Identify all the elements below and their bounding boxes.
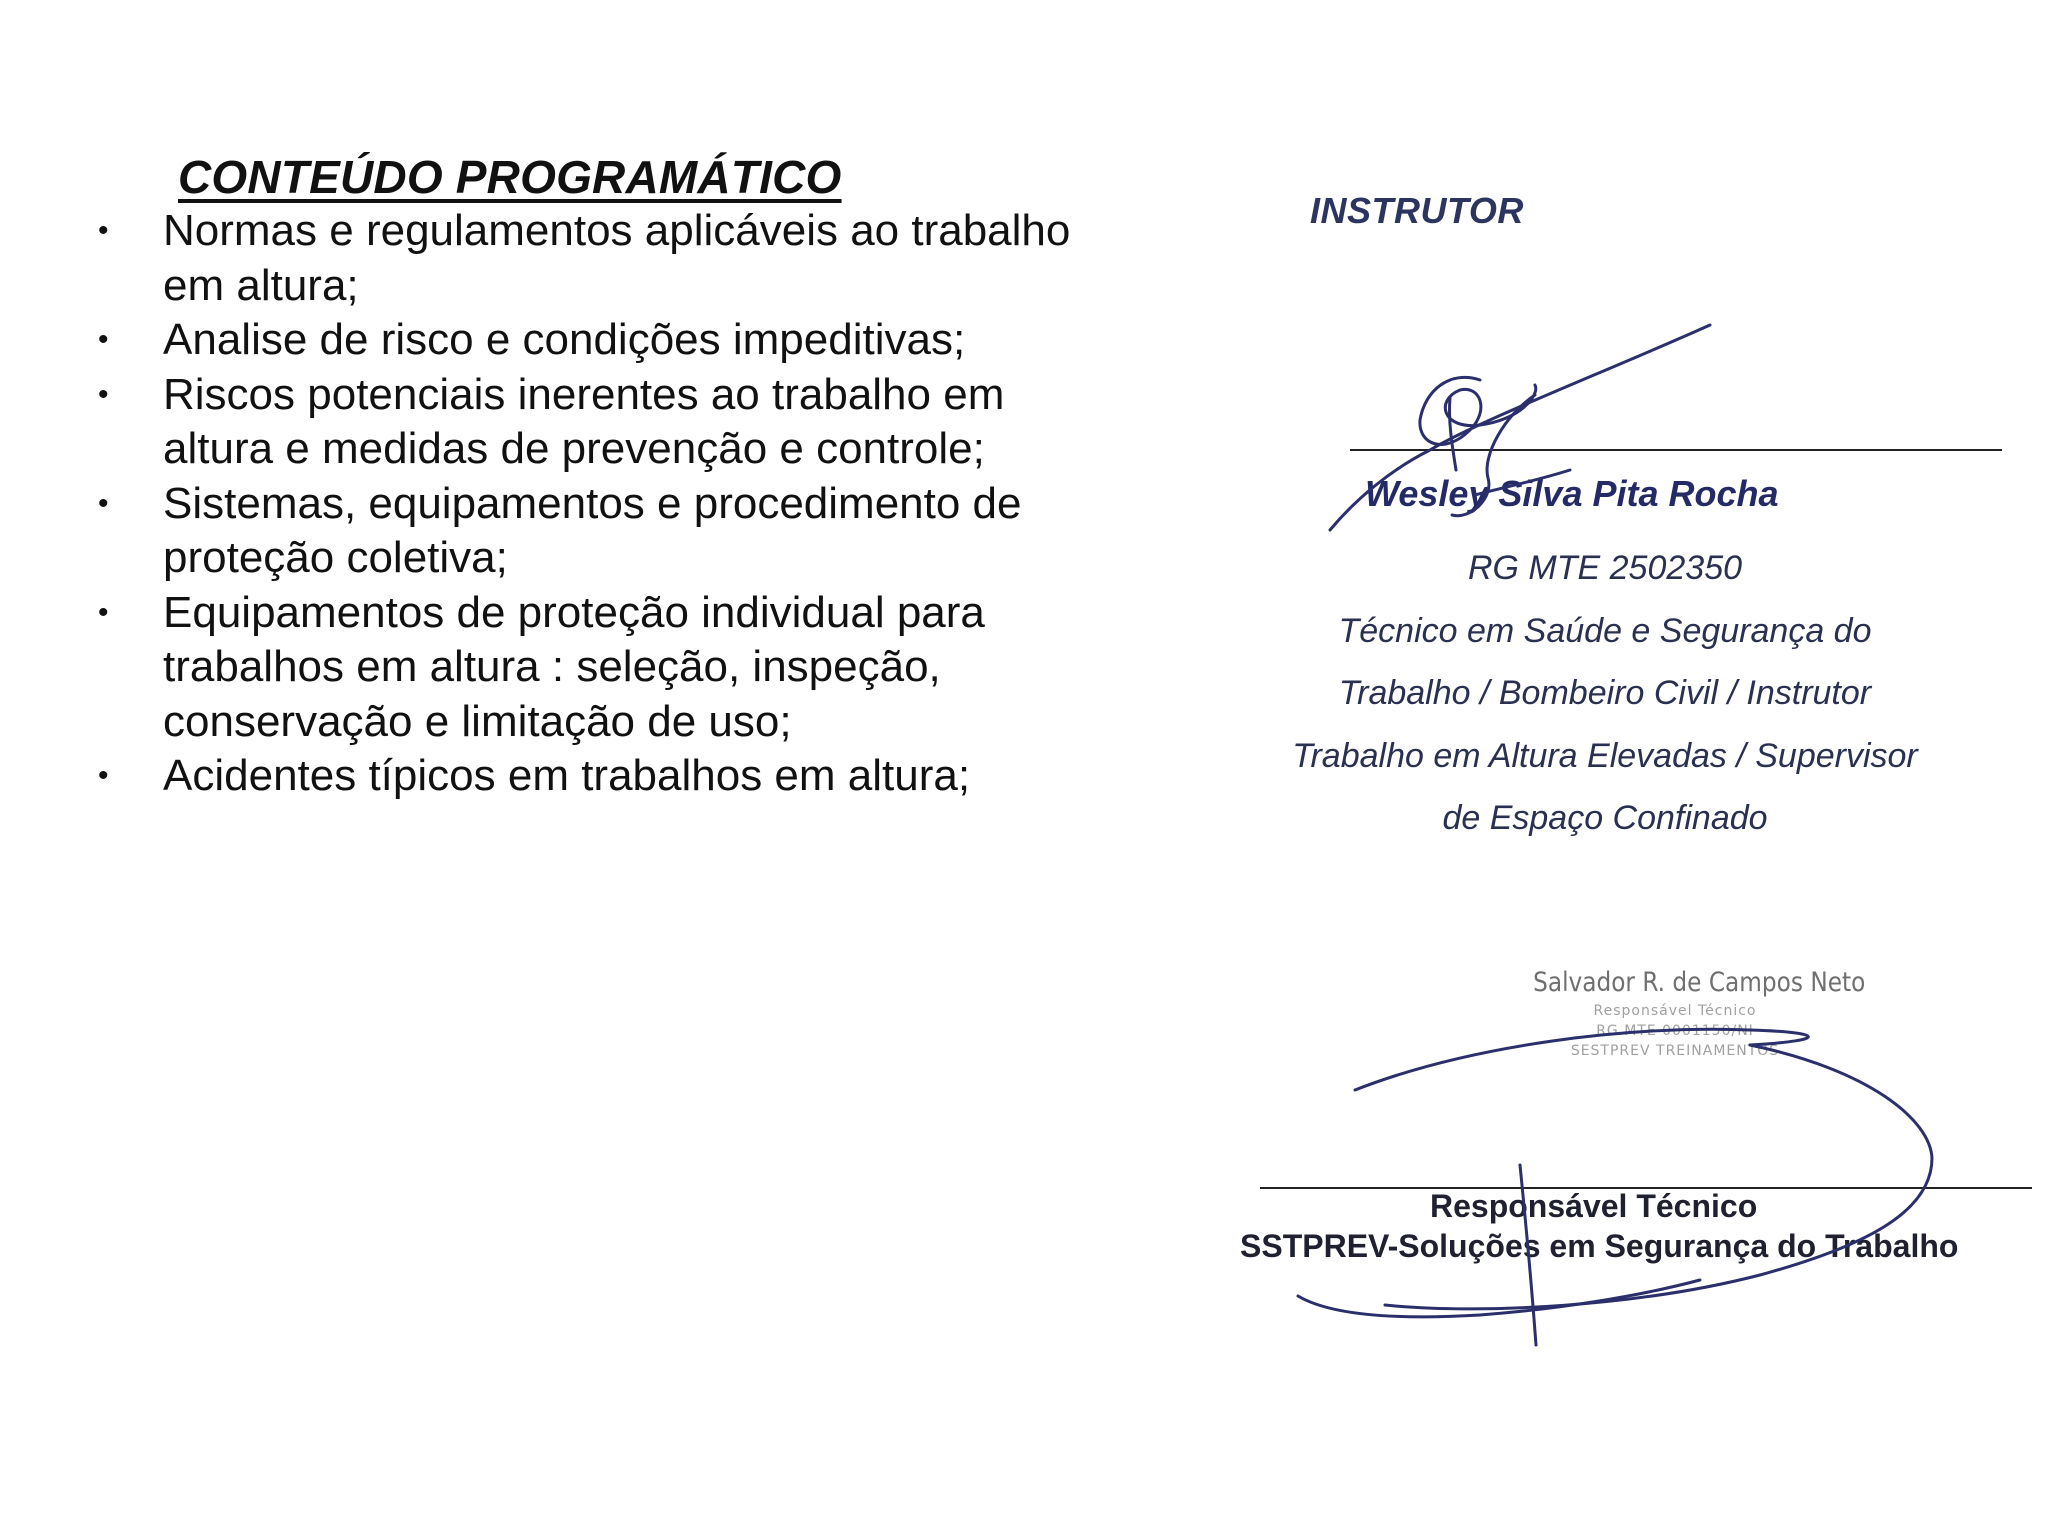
manager-title: Responsável Técnico [1430, 1188, 1758, 1224]
program-item [0, 313, 1160, 368]
program-item [0, 368, 1160, 477]
stamp-line: SESTPREV TREINAMENTOS [1570, 1043, 1780, 1059]
program-item-line: em altura; [163, 260, 359, 310]
program-list [0, 204, 1160, 804]
bullet-icon: • [98, 759, 109, 792]
bullet-icon: • [98, 214, 109, 247]
program-item-line: Equipamentos de proteção individual para [163, 587, 985, 637]
program-item-line: proteção coletiva; [163, 533, 508, 582]
program-item-line: altura e medidas de prevenção e controle; [163, 424, 985, 473]
program-item-line: Sistemas, equipamentos e procedimento de [163, 478, 1022, 528]
stamp-name: Salvador R. de Campos Neto [1533, 967, 1866, 998]
program-content-section [0, 0, 1180, 900]
program-item [0, 204, 1160, 313]
program-title: CONTEÚDO PROGRAMÁTICO [178, 151, 842, 203]
instructor-signature [1449, 398, 1456, 470]
instructor-role-line: Trabalho em Altura Elevadas / Supervisor [1292, 736, 1918, 775]
program-item-line: Analise de risco e condições impeditivas; [163, 315, 966, 364]
signatures-section [1180, 0, 2048, 1536]
program-item [0, 749, 1160, 804]
manager-stamp [1510, 965, 1866, 1061]
bullet-icon: • [98, 486, 109, 520]
stamp-line: Responsável Técnico [1593, 1003, 1757, 1019]
bullet-icon: • [98, 323, 109, 356]
program-item-line: trabalhos em altura : seleção, inspeção, [163, 642, 941, 691]
program-item-line: Acidentes típicos em trabalhos em altura; [163, 751, 971, 800]
instructor-credentials [1210, 537, 2000, 850]
program-item [0, 586, 1160, 750]
manager-company: SSTPREV-Soluções em Segurança do Trabalho [1240, 1228, 1959, 1264]
bullet-icon: • [98, 595, 109, 629]
manager-signature [1385, 1045, 1932, 1309]
instructor-signature-line [1350, 449, 2002, 451]
instructor-registration: RG MTE 2502350 [1467, 549, 1743, 587]
program-item-line: Riscos potenciais inerentes ao trabalho em [163, 369, 1005, 419]
program-item [0, 477, 1160, 586]
bullet-icon: • [98, 377, 109, 411]
manager-signature [1298, 1280, 1700, 1317]
instructor-role-line: Técnico em Saúde e Segurança do [1338, 611, 1872, 650]
instructor-heading: INSTRUTOR [1310, 190, 1524, 231]
instructor-role-line: Trabalho / Bombeiro Civil / Instrutor [1338, 674, 1872, 712]
program-item-line: conservação e limitação de uso; [163, 696, 792, 746]
program-item-line: Normas e regulamentos aplicáveis ao trabalho [163, 206, 1071, 255]
instructor-role-line: de Espaço Confinado [1442, 799, 1768, 837]
instructor-name: Wesley Silva Pita Rocha [1365, 473, 1779, 514]
stamp-line: RG MTE 0001150/NI [1596, 1023, 1754, 1039]
instructor-signature [1420, 377, 1536, 444]
